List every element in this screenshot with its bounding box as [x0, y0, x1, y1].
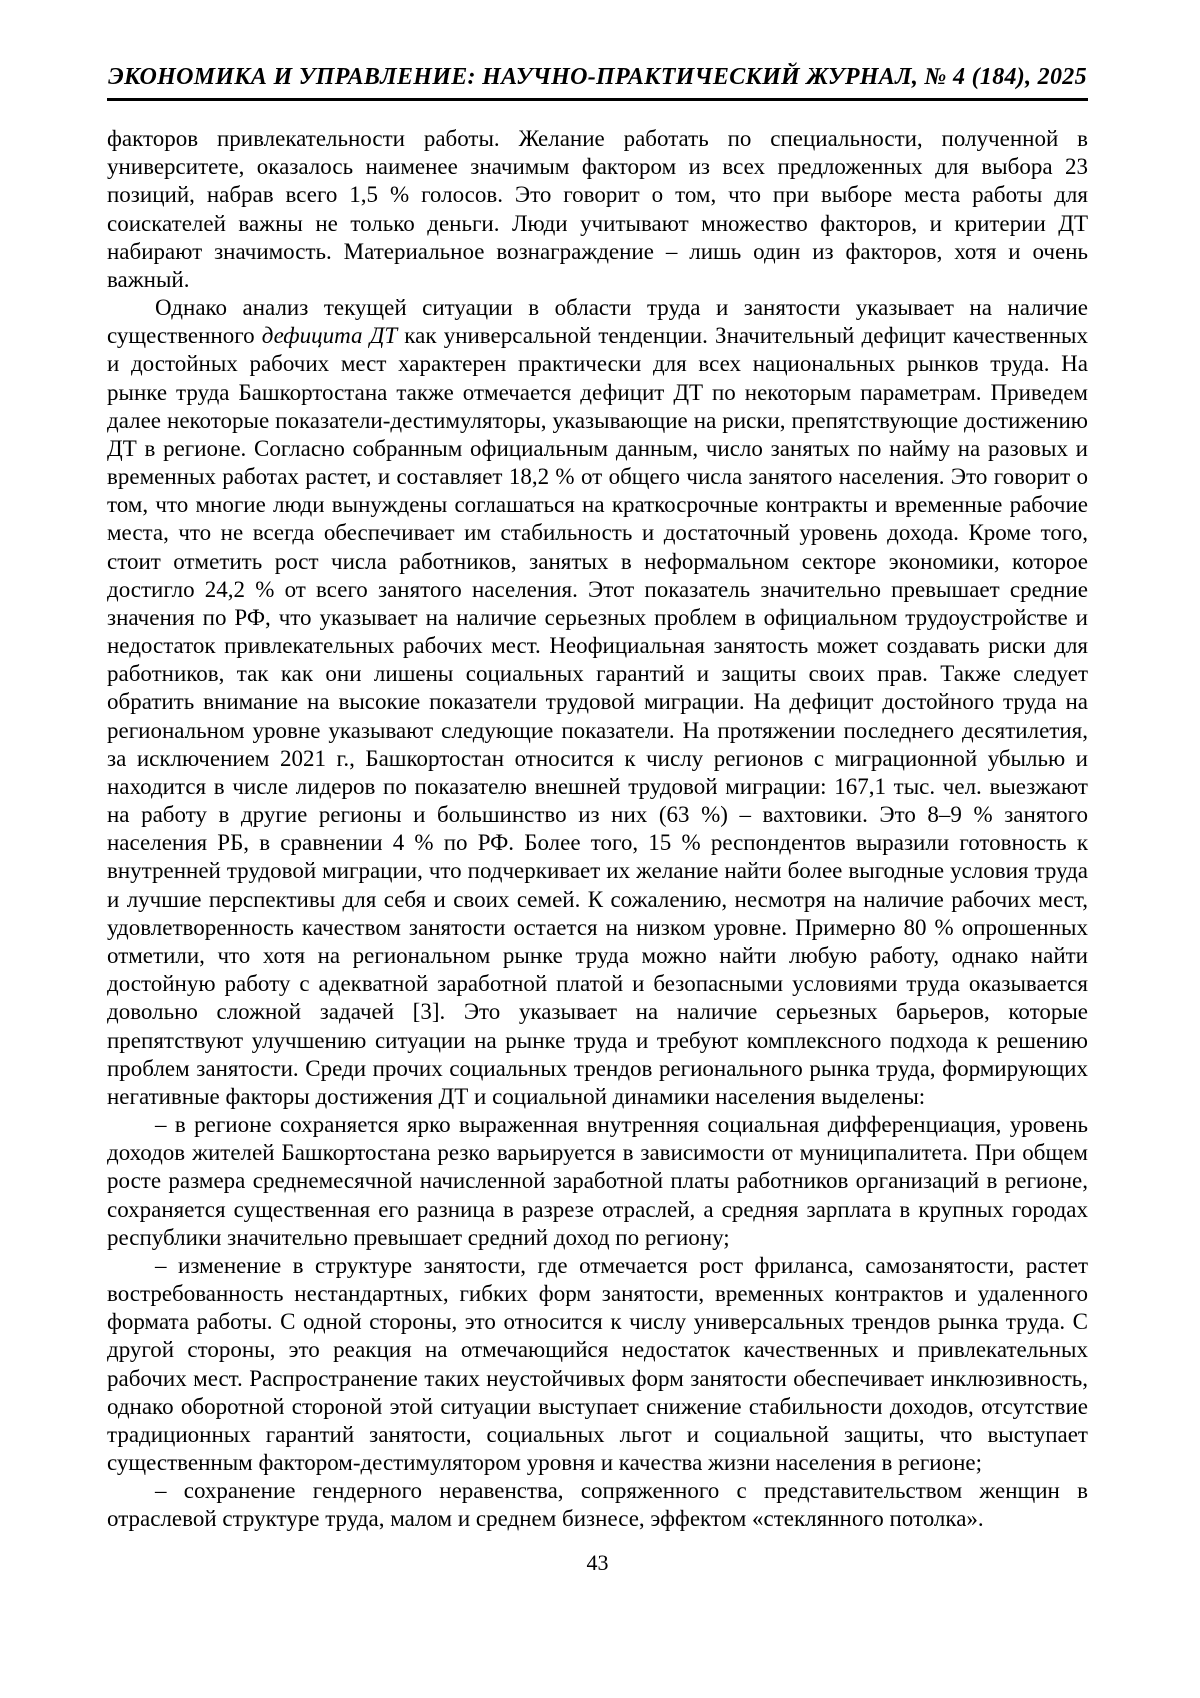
header-rule	[107, 98, 1088, 101]
emphasized-text: дефицита ДТ	[261, 323, 398, 349]
text-run: Однако анализ текущей ситуации в области труда и занятости указывает на наличие существенного	[107, 295, 1088, 349]
paragraph	[107, 1111, 1088, 1252]
page-number: 43	[586, 1549, 609, 1575]
paragraph	[107, 125, 1088, 294]
journal-running-head: ЭКОНОМИКА И УПРАВЛЕНИЕ: НАУЧНО-ПРАКТИЧЕСКИЙ ЖУРНАЛ, № 4 (184), 2025	[108, 64, 1087, 90]
article-body	[107, 125, 1088, 1534]
paragraph	[107, 1477, 1088, 1533]
text-run: – сохранение гендерного неравенства, сопряженного с представительством женщин в отраслевой структуре труда, малом и среднем бизнесе, эффектом «стеклянного потолка».	[107, 1478, 1088, 1532]
text-run: как универсальной тенденции. Значительный дефицит качественных и достойных рабочих мест характерен практически для всех национальных рынков труда. На рынке труда Башкортостана также отмечается дефицит ДТ по некоторым параметрам. Приведем далее некоторые показатели-дестимуляторы, указывающие на риски, препятствующие достижению ДТ в регионе. Согласно собранным официальным данным, число занятых по найму на разовых и временных работах растет, и составляет 18,2 % от общего числа занятого населения. Это говорит о том, что многие люди вынуждены соглашаться на краткосрочные контракты и временные рабочие места, что не всегда обеспечивает им стабильность и достаточный уровень дохода. Кроме того, стоит отметить рост числа работников, занятых в неформальном секторе экономики, которое достигло 24,2 % от всего занятого населения. Этот показатель значительно превышает средние значения по РФ, что указывает на наличие серьезных проблем в официальном трудоустройстве и недостаток привлекательных рабочих мест. Неофициальная занятость может создавать риски для работников, так как они лишены социальных гарантий и защиты своих прав. Также следует обратить внимание на высокие показатели трудовой миграции. На дефицит достойного труда на региональном уровне указывают следующие показатели. На протяжении последнего десятилетия, за исключением 2021 г., Башкортостан относится к числу регионов с миграционной убылью и находится в числе лидеров по показателю внешней трудовой миграции: 167,1 тыс. чел. выезжают на работу в другие регионы и большинство из них (63 %) – вахтовики. Это 8–9 % занятого населения РБ, в сравнении 4 % по РФ. Более того, 15 % респондентов выразили готовность к внутренней трудовой миграции, что подчеркивает их желание найти более выгодные условия труда и лучшие перспективы для себя и своих семей. К сожалению, несмотря на наличие рабочих мест, удовлетворенность качеством занятости остается на низком уровне. Примерно 80 % опрошенных отметили, что хотя на региональном рынке труда можно найти любую работу, однако найти достойную работу с адекватной заработной платой и безопасными условиями труда оказывается довольно сложной задачей [3]. Это указывает на наличие серьезных барьеров, которые препятствуют улучшению ситуации на рынке труда и требуют комплексного подхода к решению проблем занятости. Среди прочих социальных трендов регионального рынка труда, формирующих негативные факторы достижения ДТ и социальной динамики населения выделены:	[107, 323, 1088, 1109]
text-run: – изменение в структуре занятости, где отмечается рост фриланса, самозанятости, растет востребованность нестандартных, гибких форм занятости, временных контрактов и удаленного формата работы. С одной стороны, это относится к числу универсальных трендов рынка труда. С другой стороны, это реакция на отмечающийся недостаток качественных и привлекательных рабочих мест. Распространение таких неустойчивых форм занятости обеспечивает инклюзивность, однако оборотной стороной этой ситуации выступает снижение стабильности доходов, отсутствие традиционных гарантий занятости, социальных льгот и социальной защиты, что выступает существенным фактором-дестимулятором уровня и качества жизни населения в регионе;	[107, 1252, 1088, 1476]
text-run: – в регионе сохраняется ярко выраженная внутренняя социальная дифференциация, уровень доходов жителей Башкортостана резко варьируется в зависимости от муниципалитета. При общем росте размера среднемесячной начисленной заработной платы работников организаций в регионе, сохраняется существенная его разница в разрезе отраслей, а средняя зарплата в крупных городах республики значительно превышает средний доход по региону;	[107, 1112, 1088, 1250]
paragraph	[107, 1252, 1088, 1477]
text-run: факторов привлекательности работы. Желание работать по специальности, полученной в университете, оказалось наименее значимым фактором из всех предложенных для выбора 23 позиций, набрав всего 1,5 % голосов. Это говорит о том, что при выборе места работы для соискателей важны не только деньги. Люди учитывают множество факторов, и критерии ДТ набирают значимость. Материальное вознаграждение – лишь один из факторов, хотя и очень важный.	[107, 126, 1088, 292]
paragraph	[107, 294, 1088, 1111]
